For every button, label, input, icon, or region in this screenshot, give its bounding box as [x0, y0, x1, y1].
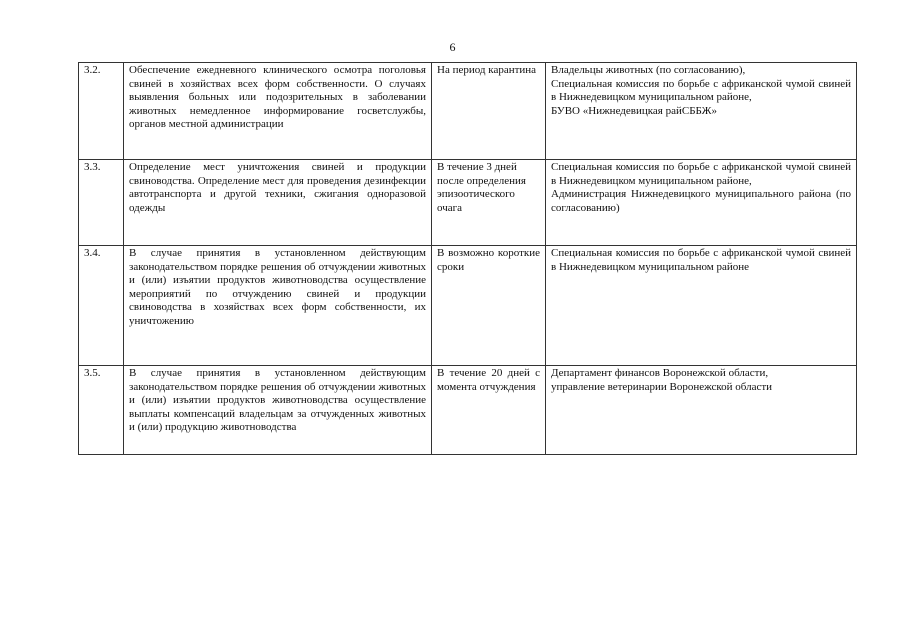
row-number: 3.5.	[79, 366, 124, 455]
responsible-cell	[546, 366, 857, 455]
responsible-line: Специальная комиссия по борьбе с африканской чумой свиней в Нижнедевицком муниципальном районе,	[551, 77, 851, 103]
responsible-line: Департамент финансов Воронежской области,	[551, 367, 769, 379]
responsible-cell	[546, 160, 857, 246]
table-row	[79, 63, 857, 160]
row-number: 3.4.	[79, 246, 124, 366]
term-cell: На период карантина	[432, 63, 546, 160]
responsible-cell	[546, 246, 857, 366]
term-cell: В течение 20 дней с момента отчуждения	[432, 366, 546, 455]
measures-table	[78, 62, 857, 455]
table-row	[79, 366, 857, 455]
table-row	[79, 246, 857, 366]
responsible-line: Владельцы животных (по согласованию),	[551, 64, 746, 76]
term-cell: В течение 3 дней после определения эпизоотического очага	[432, 160, 546, 246]
responsible-line: Администрация Нижнедевицкого муниципального района (по согласованию)	[551, 188, 851, 214]
action-cell: В случае принятия в установленном действующим законодательством порядке решения об отчуждении животных и (или) изъятии продуктов животноводства осуществление мероприятий по отчуждению свиней и продукции свиноводства в хозяйствах всех форм собственности, их уничтожению	[124, 246, 432, 366]
term-cell: В возможно короткие сроки	[432, 246, 546, 366]
page-number: 6	[449, 40, 456, 54]
responsible-line: Специальная комиссия по борьбе с африканской чумой свиней в Нижнедевицком муниципальном районе,	[551, 161, 851, 187]
responsible-line: БУВО «Нижнедевицкая райСББЖ»	[551, 104, 717, 117]
action-cell: В случае принятия в установленном действующим законодательством порядке решения об отчуждении животных и (или) изъятии продуктов животноводства осуществление выплаты компенсаций владельцам за отчужденных животных и (или) продукцию животноводства	[124, 366, 432, 455]
row-number: 3.2.	[79, 63, 124, 160]
responsible-line: управление ветеринарии Воронежской области	[551, 380, 773, 393]
action-cell: Определение мест уничтожения свиней и продукции свиноводства. Определение мест для проведения дезинфекции автотранспорта и другой техники, сжигания одноразовой одежды	[124, 160, 432, 246]
responsible-line: Специальная комиссия по борьбе с африканской чумой свиней в Нижнедевицком муниципальном районе	[551, 247, 851, 273]
row-number: 3.3.	[79, 160, 124, 246]
action-cell: Обеспечение ежедневного клинического осмотра поголовья свиней в хозяйствах всех форм собственности. О случаях выявления больных или подозрительных в заболевании животных немедленное информирование госветслужбы, органов местной администрации	[124, 63, 432, 160]
table-row	[79, 160, 857, 246]
responsible-cell	[546, 63, 857, 160]
